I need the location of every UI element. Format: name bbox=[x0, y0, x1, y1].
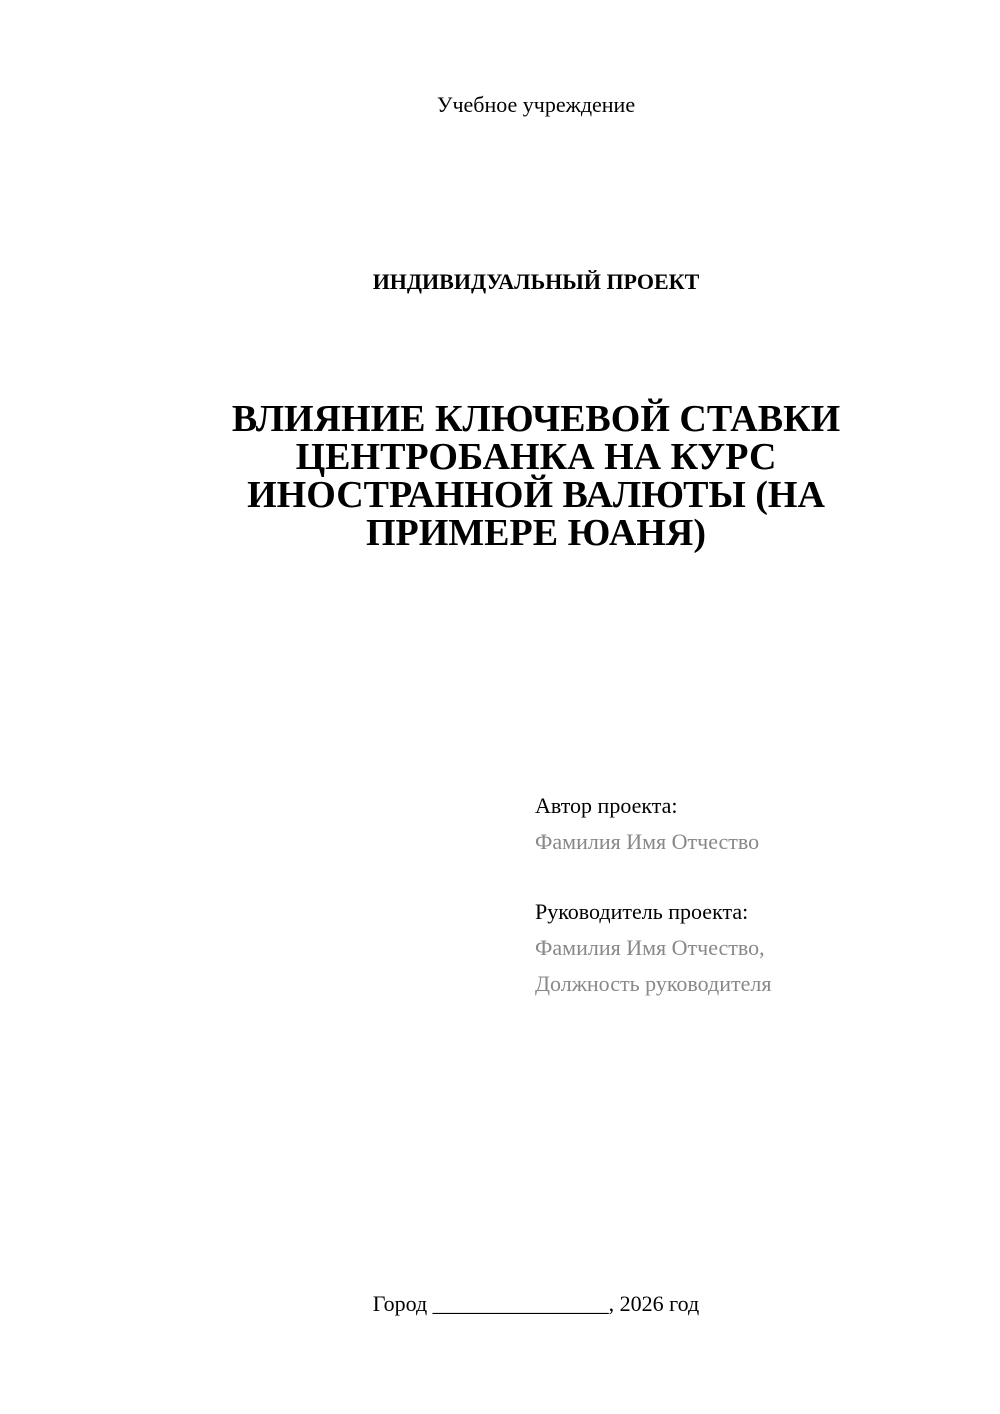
project-title-line: ИНОСТРАННОЙ ВАЛЮТЫ (НА bbox=[247, 474, 825, 516]
project-title-line: ЦЕНТРОБАНКА НА КУРС bbox=[295, 436, 777, 478]
institution-name: Учебное учреждение bbox=[436, 92, 636, 117]
author-name: Фамилия Имя Отчество bbox=[535, 829, 760, 854]
author-label: Автор проекта: bbox=[535, 793, 678, 818]
author-block bbox=[535, 788, 759, 860]
document-type: ИНДИВИДУАЛЬНЫЙ ПРОЕКТ bbox=[372, 269, 700, 294]
supervisor-block bbox=[535, 894, 771, 1002]
project-title-line: ВЛИЯНИЕ КЛЮЧЕВОЙ СТАВКИ bbox=[231, 398, 841, 440]
supervisor-name: Фамилия Имя Отчество, bbox=[535, 935, 765, 960]
supervisor-label: Руководитель проекта: bbox=[535, 899, 749, 924]
supervisor-position: Должность руководителя bbox=[535, 971, 772, 996]
project-title-line: ПРИМЕРЕ ЮАНЯ) bbox=[365, 512, 707, 554]
project-title bbox=[200, 400, 872, 552]
city-year-line: Город ________________, 2026 год bbox=[372, 1291, 700, 1316]
